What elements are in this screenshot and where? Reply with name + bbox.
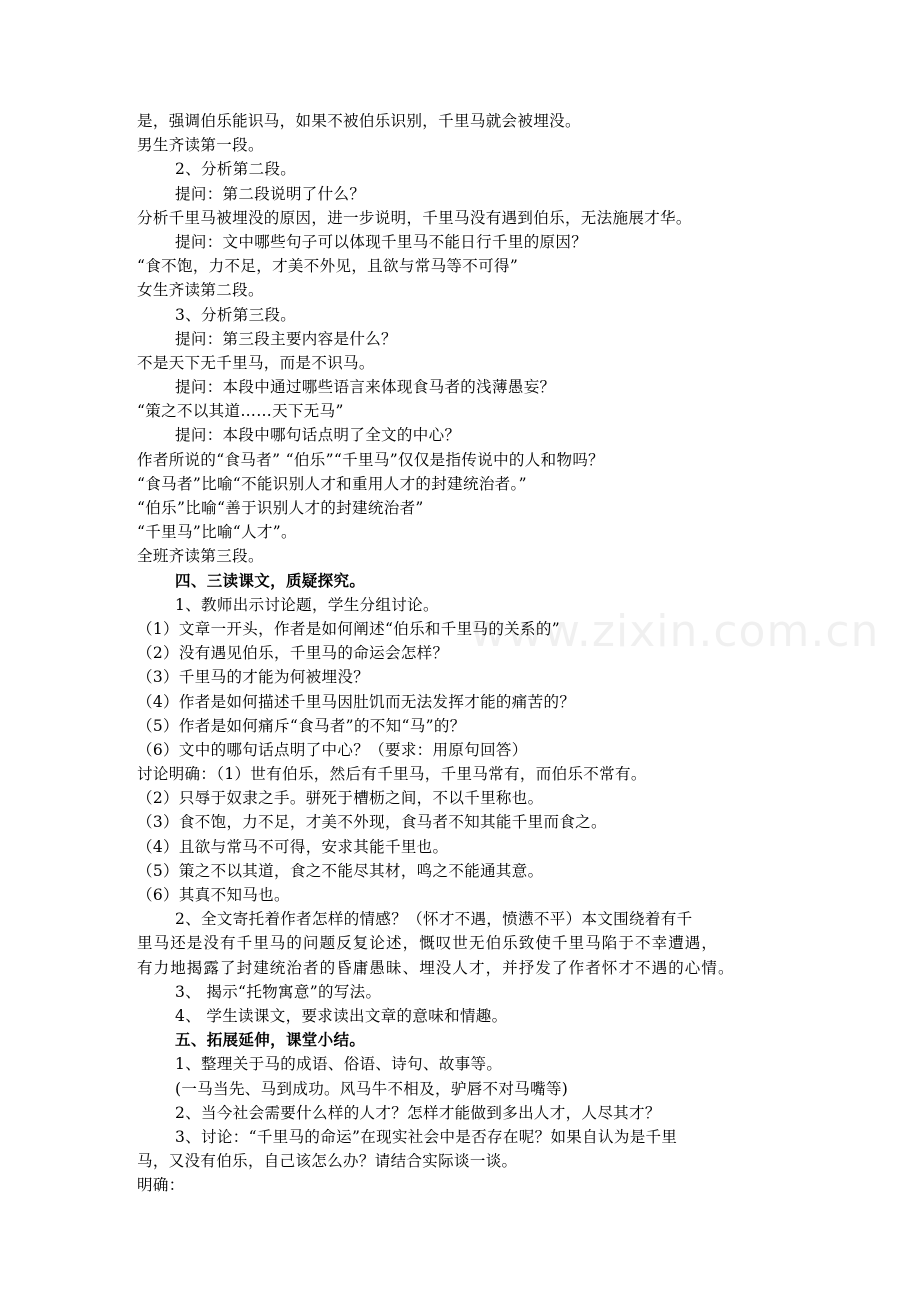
text-line: （3）千里马的才能为何被埋没？ bbox=[137, 668, 370, 687]
text-line: 男生齐读第一段。 bbox=[137, 136, 264, 155]
text-line: （2）没有遇见伯乐，千里马的命运会怎样？ bbox=[137, 644, 449, 663]
text-line: 4、 学生读课文，要求读出文章的意味和情趣。 bbox=[175, 1006, 508, 1025]
text-line: 明确： bbox=[137, 1176, 185, 1195]
document-body bbox=[137, 109, 787, 1197]
text-line: （6）其真不知马也。 bbox=[137, 886, 290, 904]
text-line: 是，强调伯乐能识马，如果不被伯乐识别，千里马就会被埋没。 bbox=[137, 112, 581, 130]
text-line: 有力地揭露了封建统治者的昏庸愚昧、埋没人才，并抒发了作者怀才不遇的心情。 bbox=[137, 958, 735, 977]
text-line: “策之不以其道……天下无马” bbox=[137, 402, 344, 421]
text-line: 女生齐读第二段。 bbox=[137, 281, 264, 300]
text-line: 3、讨论：“千里马的命运”在现实社会中是否存在呢？如果自认为是千里 bbox=[175, 1127, 678, 1146]
text-line: （5）策之不以其道，食之不能尽其材，鸣之不能通其意。 bbox=[137, 861, 544, 880]
text-line: 提问：第二段说明了什么？ bbox=[175, 184, 366, 203]
text-line: “食马者”比喻“不能识别人才和重用人才的封建统治者。” bbox=[137, 474, 527, 493]
text-line: （2）只辱于奴隶之手。骈死于槽枥之间，不以千里称也。 bbox=[137, 789, 544, 808]
text-line: “食不饱，力不足，才美不外见，且欲与常马等不可得” bbox=[137, 257, 519, 276]
text-line: 2、全文寄托着作者怎样的情感？（怀才不遇，愤懑不平）本文围绕着有千 bbox=[175, 910, 693, 929]
text-line: 提问：本段中通过哪些语言来体现食马者的浅薄愚妄？ bbox=[175, 378, 556, 397]
text-line: （5）作者是如何痛斥“食马者”的不知“马”的？ bbox=[137, 716, 466, 735]
text-line: 分析千里马被埋没的原因，进一步说明，千里马没有遇到伯乐，无法施展才华。 bbox=[137, 208, 692, 227]
text-line: （4）作者是如何描述千里马因肚饥而无法发挥才能的痛苦的？ bbox=[137, 692, 576, 711]
text-line: （4）且欲与常马不可得，安求其能千里也。 bbox=[137, 837, 449, 856]
text-line: “千里马”比喻“人才”。 bbox=[137, 523, 297, 542]
text-line: 1、教师出示讨论题，学生分组讨论。 bbox=[175, 595, 439, 614]
text-line: 全班齐读第三段。 bbox=[137, 547, 264, 566]
text-line: （6）文中的哪句话点明了中心？（要求：用原句回答） bbox=[137, 740, 528, 759]
text-line: (一马当先、马到成功。风马牛不相及，驴唇不对马嘴等) bbox=[175, 1079, 569, 1098]
text-line: 3、 揭示“托物寓意”的写法。 bbox=[175, 982, 382, 1001]
text-line: 里马还是没有千里马的问题反复论述，慨叹世无伯乐致使千里马陷于不幸遭遇， bbox=[137, 934, 719, 953]
text-line: 作者所说的“食马者” “伯乐”“千里马”仅仅是指传说中的人和物吗？ bbox=[137, 450, 605, 469]
text-line: 2、分析第二段。 bbox=[175, 160, 297, 179]
text-line: （3）食不饱，力不足，才美不外现，食马者不知其能千里而食之。 bbox=[137, 813, 607, 832]
text-line: 马，又没有伯乐，自己该怎么办？请结合实际谈一谈。 bbox=[137, 1152, 518, 1171]
text-line: 提问：文中哪些句子可以体现千里马不能日行千里的原因？ bbox=[175, 232, 588, 251]
text-line: 2、当今社会需要什么样的人才？怎样才能做到多出人才，人尽其才？ bbox=[175, 1103, 661, 1122]
text-line: 讨论明确：（1）世有伯乐，然后有千里马，千里马常有，而伯乐不常有。 bbox=[137, 765, 647, 784]
text-line: （1）文章一开头，作者是如何阐述“伯乐和千里马的关系的” bbox=[137, 619, 561, 638]
text-line: 提问：第三段主要内容是什么？ bbox=[175, 329, 397, 348]
text-line: 提问：本段中哪句话点明了全文的中心？ bbox=[175, 426, 461, 445]
section-heading: 五、拓展延伸，课堂小结。 bbox=[175, 1030, 366, 1050]
watermark: www.zixin.com.cn bbox=[470, 606, 880, 657]
text-line: 3、分析第三段。 bbox=[175, 305, 297, 324]
text-line: 1、整理关于马的成语、俗语、诗句、故事等。 bbox=[175, 1055, 503, 1074]
section-heading: 四、三读课文，质疑探究。 bbox=[175, 570, 366, 590]
text-line: “伯乐”比喻“善于识别人才的封建统治者” bbox=[137, 499, 424, 517]
text-line: 不是天下无千里马，而是不识马。 bbox=[137, 353, 375, 372]
